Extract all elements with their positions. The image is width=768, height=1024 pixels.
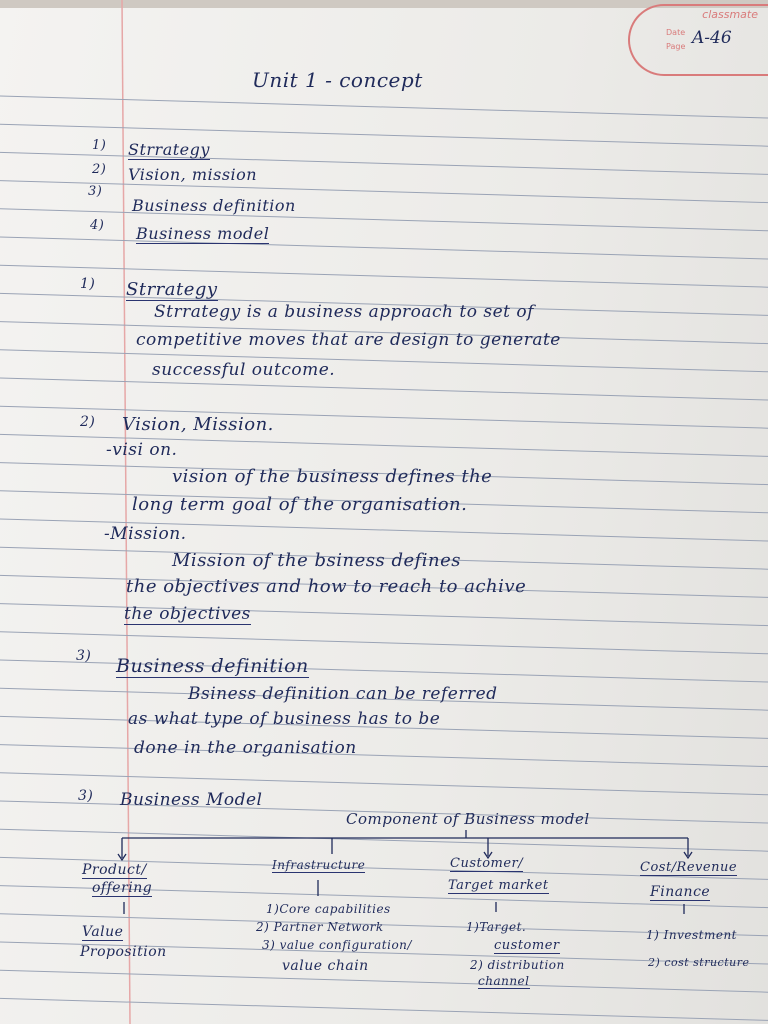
section1-line-3: successful outcome.	[152, 360, 336, 380]
mission-line-1: Mission of the bsiness defines	[172, 550, 462, 571]
toc-item-business-model: Business model	[136, 224, 270, 243]
section3-heading: Business definition	[116, 655, 309, 677]
page-number: A-46	[692, 28, 732, 48]
branch-customer-sub-2: customer	[494, 938, 560, 953]
toc-number-3: 3)	[88, 184, 103, 199]
section3-line-2: as what type of business has to be	[128, 709, 441, 729]
branch-infrastructure-sub-1: 1)Core capabilities	[266, 902, 391, 916]
branch-customer-sub-3: 2) distribution	[470, 958, 565, 972]
section3-number: 3)	[76, 648, 92, 664]
section1-line-2: competitive moves that are design to generate	[136, 330, 561, 350]
section1-heading: Strrategy	[126, 279, 218, 300]
toc-item-vision: Vision, mission	[128, 165, 258, 184]
vision-line-2: long term goal of the organisation.	[132, 494, 468, 515]
toc-number-1: 1)	[92, 138, 107, 153]
branch-infrastructure-sub-2: 2) Partner Network	[256, 920, 384, 934]
branch-product-sub-1: Value	[82, 924, 124, 940]
branch-product-sub-2: Proposition	[80, 944, 167, 960]
branch-cost-sub-1: 1) Investment	[646, 928, 737, 942]
section4-number: 3)	[78, 788, 94, 804]
branch-infrastructure-sub-4: value chain	[282, 958, 369, 974]
branch-product-title-2: offering	[92, 880, 153, 896]
toc-item-strategy: Strrategy	[128, 140, 210, 159]
section2-heading: Vision, Mission.	[122, 414, 274, 435]
section4-heading: Business Model	[120, 790, 263, 810]
toc-item-business-definition: Business definition	[132, 196, 296, 215]
mission-line-2: the objectives and how to reach to achive	[126, 576, 527, 597]
section2-number: 2)	[80, 414, 96, 430]
branch-customer-sub-4: channel	[478, 974, 530, 988]
branch-cost-sub-2: 2) cost structure	[648, 956, 750, 969]
toc-number-4: 4)	[90, 218, 105, 233]
vision-line-1: vision of the business defines the	[172, 466, 493, 487]
section3-line-3: done in the organisation	[134, 738, 357, 758]
page-label: Page	[666, 42, 686, 51]
tree-root: Component of Business model	[346, 810, 590, 828]
branch-customer-title-1: Customer/	[450, 856, 524, 871]
branch-infrastructure-sub-3: 3) value configuration/	[262, 938, 412, 952]
section1-line-1: Strrategy is a business approach to set of	[154, 302, 534, 322]
branch-product-title-1: Product/	[82, 862, 147, 878]
section1-number: 1)	[80, 276, 96, 292]
branch-customer-title-2: Target market	[448, 878, 549, 893]
branch-infrastructure-title: Infrastructure	[272, 858, 366, 872]
branch-cost-title-2: Finance	[650, 884, 711, 900]
toc-number-2: 2)	[92, 162, 107, 177]
page-title: Unit 1 - concept	[252, 68, 423, 92]
section3-line-1: Bsiness definition can be referred	[188, 684, 498, 704]
date-label: Date	[666, 28, 686, 37]
branch-customer-sub-1: 1)Target.	[466, 920, 527, 934]
brand-label: classmate	[702, 8, 758, 21]
vision-label: -visi on.	[106, 440, 178, 460]
branch-cost-title-1: Cost/Revenue	[640, 860, 738, 875]
mission-label: -Mission.	[104, 524, 187, 544]
mission-line-3: the objectives	[124, 604, 251, 624]
